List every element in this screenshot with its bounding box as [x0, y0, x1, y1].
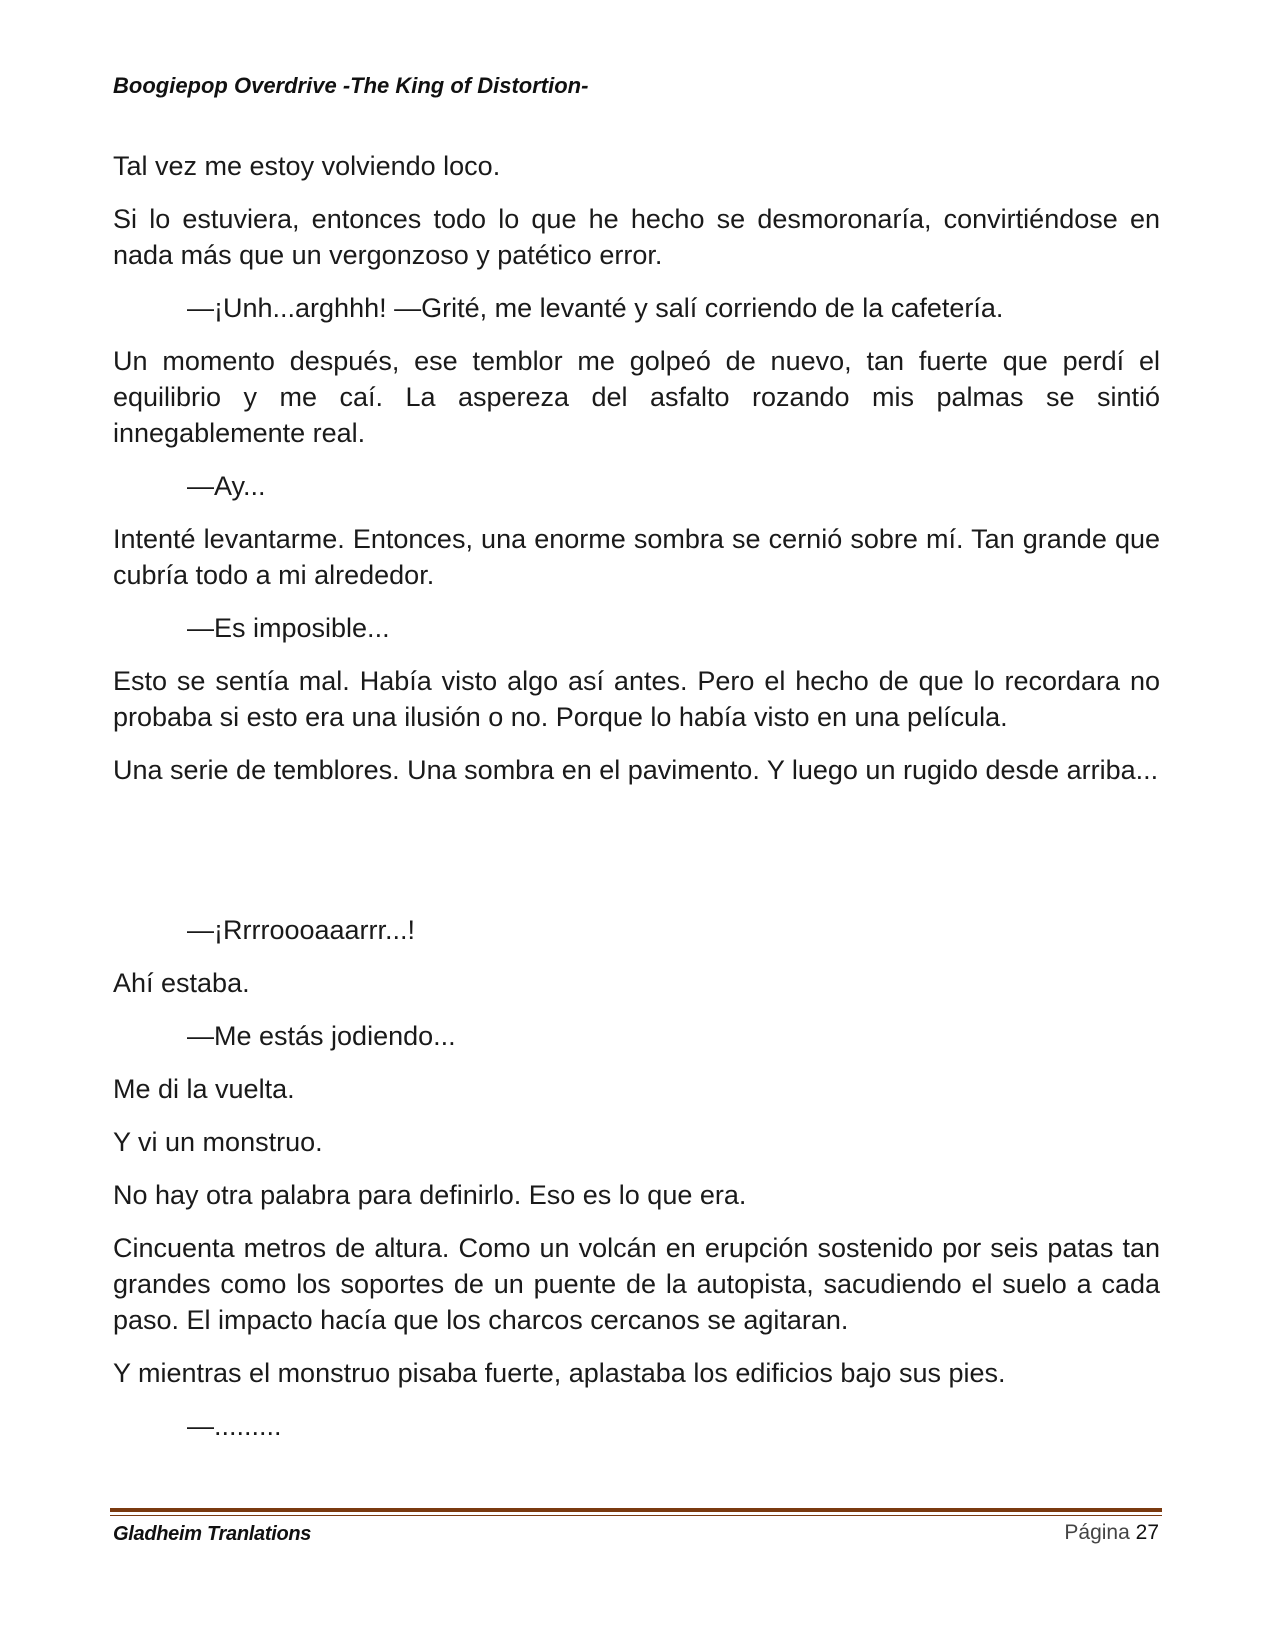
paragraph: Intenté levantarme. Entonces, una enorme sombra se cernió sobre mí. Tan grande que cubría todo a mi alrededor. [113, 524, 1160, 590]
paragraph: No hay otra palabra para definirlo. Eso es lo que era. [113, 1180, 747, 1210]
page-body [113, 148, 1160, 1461]
paragraph: Si lo estuviera, entonces todo lo que he hecho se desmoronaría, convirtiéndose en nada más que un vergonzoso y patético error. [113, 204, 1160, 270]
footer-divider-thin [110, 1515, 1162, 1516]
paragraph: Una serie de temblores. Una sombra en el pavimento. Y luego un rugido desde arriba... [113, 755, 1159, 785]
dialogue-line: —......... [187, 1411, 282, 1441]
paragraph: Y vi un monstruo. [113, 1127, 323, 1157]
section-gap [113, 805, 1160, 912]
page-number-value: 27 [1135, 1521, 1159, 1544]
page-number [1064, 1521, 1159, 1545]
dialogue-line: —Me estás jodiendo... [187, 1021, 456, 1051]
dialogue-line: —Ay... [187, 471, 266, 501]
paragraph: Ahí estaba. [113, 968, 250, 998]
paragraph: Y mientras el monstruo pisaba fuerte, aplastaba los edificios bajo sus pies. [113, 1358, 1006, 1388]
paragraph: Cincuenta metros de altura. Como un volcán en erupción sostenido por seis patas tan grandes como los soportes de un puente de la autopista, sacudiendo el suelo a cada paso. El impacto hacía que los charcos cercanos se agitaran. [113, 1233, 1160, 1335]
footer-divider [110, 1508, 1162, 1512]
page-label: Página [1064, 1521, 1130, 1544]
dialogue-line: —¡Rrrroooaaarrr...! [187, 915, 416, 945]
paragraph: Tal vez me estoy volviendo loco. [113, 151, 501, 181]
page-header-title: Boogiepop Overdrive -The King of Distortion- [113, 73, 589, 98]
footer-publisher: Gladheim Tranlations [113, 1523, 312, 1545]
dialogue-line: —¡Unh...arghhh! —Grité, me levanté y salí corriendo de la cafetería. [187, 293, 1004, 323]
paragraph: Esto se sentía mal. Había visto algo así antes. Pero el hecho de que lo recordara no probaba si esto era una ilusión o no. Porque lo había visto en una película. [113, 666, 1160, 732]
paragraph: Un momento después, ese temblor me golpeó de nuevo, tan fuerte que perdí el equilibrio y me caí. La aspereza del asfalto rozando mis palmas se sintió innegablemente real. [113, 346, 1160, 448]
paragraph: Me di la vuelta. [113, 1074, 295, 1104]
dialogue-line: —Es imposible... [187, 613, 390, 643]
